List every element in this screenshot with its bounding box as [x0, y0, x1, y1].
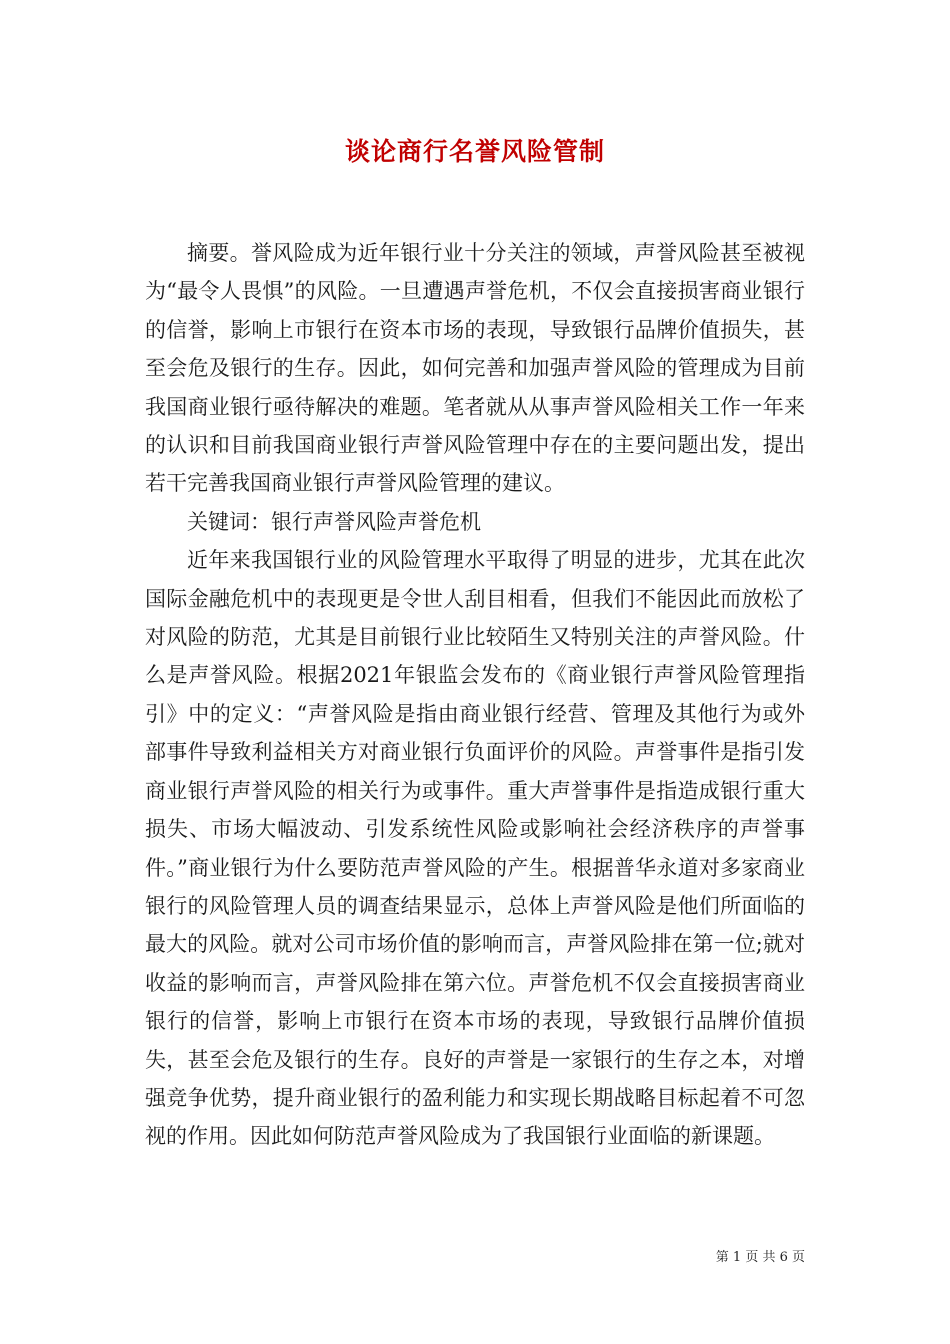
keywords-paragraph: 关键词：银行声誉风险声誉危机 [187, 509, 481, 534]
document-body [145, 234, 805, 1156]
document-title: 谈论商行名誉风险管制 [344, 137, 605, 166]
abstract-paragraph: 摘要。誉风险成为近年银行业十分关注的领域，声誉风险甚至被视为“最令人畏惧”的风险。一旦遭遇声誉危机，不仅会直接损害商业银行的信誉，影响上市银行在资本市场的表现，导致银行品牌价值损失，甚至会危及银行的生存。因此，如何完善和加强声誉风险的管理成为目前我国商业银行亟待解决的难题。笔者就从从事声誉风险相关工作一年来的认识和目前我国商业银行声誉风险管理中存在的主要问题出发，提出若干完善我国商业银行声誉风险管理的建议。 [145, 241, 805, 496]
body-paragraph: 近年来我国银行业的风险管理水平取得了明显的进步，尤其在此次国际金融危机中的表现更是令世人刮目相看，但我们不能因此而放松了对风险的防范，尤其是目前银行业比较陌生又特别关注的声誉风险。什么是声誉风险。根据2021年银监会发布的《商业银行声誉风险管理指引》中的定义：“声誉风险是指由商业银行经营、管理及其他行为或外部事件导致利益相关方对商业银行负面评价的风险。声誉事件是指引发商业银行声誉风险的相关行为或事件。重大声誉事件是指造成银行重大损失、市场大幅波动、引发系统性风险或影响社会经济秩序的声誉事件。”商业银行为什么要防范声誉风险的产生。根据普华永道对多家商业银行的风险管理人员的调查结果显示，总体上声誉风险是他们所面临的最大的风险。就对公司市场价值的影响而言，声誉风险排在第一位;就对收益的影响而言，声誉风险排在第六位。声誉危机不仅会直接损害商业银行的信誉，影响上市银行在资本市场的表现，导致银行品牌价值损失，甚至会危及银行的生存。良好的声誉是一家银行的生存之本，对增强竞争优势，提升商业银行的盈利能力和实现长期战略目标起着不可忽视的作用。因此如何防范声誉风险成为了我国银行业面临的新课题。 [145, 548, 805, 1149]
page-number-footer: 第 1 页 共 6 页 [715, 1250, 805, 1265]
